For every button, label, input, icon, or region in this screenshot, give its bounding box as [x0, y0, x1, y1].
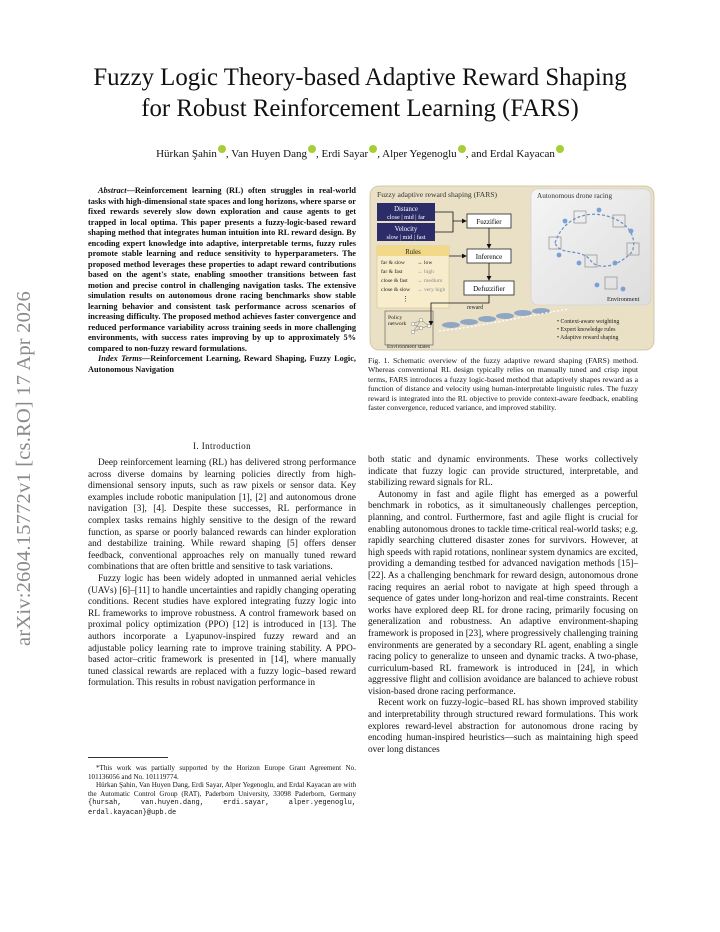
distance-label: Distance [394, 206, 418, 213]
velocity-label: Velocity [394, 226, 418, 233]
inference-label: Inference [475, 253, 503, 261]
bullet-2: • Expert knowledge rules [557, 327, 616, 333]
paper-title [40, 62, 680, 124]
abstract [88, 186, 356, 375]
index-terms-text: —Reinforcement Learning, Reward Shaping, Fuzzy Logic, Autonomous Navigation [88, 354, 356, 374]
abstract-paragraph [88, 186, 356, 354]
rule-2-condition: far & fast [381, 269, 403, 275]
orcid-icon[interactable] [458, 145, 466, 153]
rule-2-output: → high [417, 269, 434, 275]
funding-footnote: *This work was partially supported by the Horizon Europe Grant Agreement No. 101136056 and No. 101119774. [88, 764, 356, 781]
orcid-icon[interactable] [218, 145, 226, 153]
author-2: Van Huyen Dang , [231, 148, 321, 160]
intro-paragraph-1: Deep reinforcement learning (RL) has delivered strong performance across diverse domains by learning policies directly from high-dimensional sensory inputs, such as raw pixels or sensor data. Key examples include robotic manipulation [1], [2] and autonomous drone navigation [3], [4]. Despite these successes, RL performance in complex tasks remains highly sensitive to the design of the reward function, as sparse or poorly balanced rewards can hinder exploration and destabilize training. While reward shaping [5] offers denser feedback, conventional approaches rely on manually tuned reward combinations that are often brittle and sensitive to task variations. [88, 458, 356, 573]
bullet-1: • Context-aware weighting [557, 319, 620, 325]
title-line-2: for Robust Reinforcement Learning (FARS) [141, 95, 579, 122]
figure-label: Fig. 1. [368, 356, 390, 365]
arxiv-identifier [2, 258, 46, 678]
index-terms-label: Index Terms [98, 354, 142, 363]
title-line-1: Fuzzy Logic Theory-based Adaptive Reward Shaping [93, 64, 627, 91]
author-4: Alper Yegenoglu , and [382, 148, 490, 160]
policy-network-label: Policy network [388, 315, 407, 327]
velocity-terms: slow | mid | fast [386, 234, 426, 241]
rule-1-condition: far & slow [381, 260, 405, 266]
right-column-body [368, 455, 638, 756]
abstract-text: —Reinforcement learning (RL) often struggles in real-world tasks with high-dimensional state spaces and long horizons, where sparse or fixed rewards severely slow down exploration and cause agents to get trapped in local optima. This paper presents a fuzzy-logic-based reward shaping method that integrates human intuition into RL reward design. By encoding expert knowledge into adaptive, interpretable terms, fuzzy rules promote stable learning and reduce sensitivity to hyperparameters. The proposed method leverages these properties to adapt reward contributions based on the agent's state, enabling smoother transitions between fast motion and precise control in challenging navigation tasks. The extensive simulation results on autonomous drone racing benchmarks show stable learning behavior and consistent task performance across scenarios of increasing difficulty. The proposed method achieves faster convergence and reduced performance variability across training seeds in more challenging environments, with success rates improving by up to approximately 5% compared to non-fuzzy reward formulations. [88, 186, 356, 353]
affiliation-footnote: Hürkan Şahin, Van Huyen Dang, Erdi Sayar, Alper Yegenoglu, and Erdal Kayacan are with the Automatic Control Group (RAT), Paderborn University, 33098 Paderborn, Germany {hursah, van.huyen.dang, erdi.sayar, alper.yegenoglu, erdal.kayacan}@upb.de [88, 781, 356, 817]
fars-panel-title: Fuzzy adaptive reward shaping (FARS) [377, 190, 498, 199]
abstract-label: Abstract [98, 186, 127, 195]
rule-4-condition: close & slow [381, 287, 411, 293]
rule-3-condition: close & fast [381, 278, 408, 284]
left-column-body [88, 458, 356, 690]
right-paragraph-3: Recent work on fuzzy-logic–based RL has shown improved stability and interpretability through structured reward formulations. This work explores reward-level abstraction for autonomous drone racing by encoding human-inspired heuristics—such as maintaining high speed over long distances [368, 698, 638, 755]
environment-label: Environment [607, 296, 640, 303]
section-heading: I. Introduction [193, 441, 251, 451]
rule-1-output: → low [417, 260, 433, 266]
right-paragraph-1: both static and dynamic environments. These works collectively indicate that fuzzy logic can provide structured, interpretable, and stabilizing reward signals for RL. [368, 455, 638, 489]
arxiv-id-text: arXiv:2604.15772v1 [cs.RO] 17 Apr 2026 [12, 290, 35, 646]
index-terms [88, 354, 356, 375]
rules-label: Rules [405, 249, 421, 256]
author-emails[interactable]: {hursah, van.huyen.dang, erdi.sayar, alper.yegenoglu, erdal.kayacan}@upb.de [88, 799, 356, 817]
author-list [40, 145, 680, 161]
author-3: Erdi Sayar , [321, 148, 382, 160]
fuzzifier-label: Fuzzifier [476, 218, 502, 226]
reward-label: reward [467, 305, 484, 311]
footnotes [88, 764, 356, 818]
author-1: Hürkan Şahin , [156, 148, 231, 160]
defuzzifier-label: Defuzzifier [473, 285, 505, 293]
orcid-icon[interactable] [308, 145, 316, 153]
figure-1 [369, 185, 655, 351]
figure-1-caption [368, 356, 638, 412]
rule-3-output: → medium [417, 278, 443, 284]
environment-panel-title: Autonomous drone racing [537, 192, 613, 200]
intro-paragraph-2: Fuzzy logic has been widely adopted in unmanned aerial vehicles (UAVs) [6]–[11] to handle uncertainties and rapidly changing operating conditions. Recent studies have explored integrating fuzzy logic into RL frameworks to improve robustness. A control framework based on proximal policy optimization (PPO) [12] is introduced in [13]. The authors incorporate a Lyapunov-inspired fuzzy reward and an adjustable policy learning rate to improve training stability. A PPO-based actor–critic framework is presented in [14], where manually tuned classical rewards are replaced with a fuzzy logic–based reward formulation. This results in robust navigation performance in [88, 573, 356, 689]
distance-terms: close | mid | far [387, 214, 425, 221]
caption-text: Schematic overview of the fuzzy adaptive reward shaping (FARS) method. Whereas conventional RL design typically relies on manually tuned and crisp input terms, FARS introduces a fuzzy logic-based method that adaptively shapes reward as a function of distance and velocity using human-interpretable linguistic rules. The fuzzy reward is integrated into the RL objective to provide context-aware feedback, enabling faster convergence, reduced variance, and improved stability. [368, 356, 638, 413]
bullet-3: • Adaptive reward shaping [557, 335, 619, 341]
orcid-icon[interactable] [556, 145, 564, 153]
author-5: Erdal Kayacan [490, 148, 564, 160]
rules-ellipsis: ⋮ [402, 295, 409, 303]
footnote-rule [88, 757, 168, 758]
figure-1-diagram [369, 185, 655, 351]
environment-states-label: Environment states [387, 344, 431, 350]
rule-4-output: → very high [417, 287, 446, 293]
right-paragraph-2: Autonomy in fast and agile flight has emerged as a powerful benchmark in robotics, as it simultaneously challenges perception, planning, and control. Furthermore, fast and agile flight is crucial for enabling autonomous drones to tackle time-critical real-world tasks; e.g. rapidly searching cluttered disaster zones for survivors. However, at high speeds with rapid rotations, nonlinear system dynamics are excited, providing a demanding testbed for advanced navigation methods [15]–[22]. As a challenging benchmark for reward design, autonomous drone racing requires an aerial robot to navigate at high speed through a sequence of gates under long-horizon and real-time constraints. Recent works have explored deep RL for drone racing, primarily focusing on generalization and robustness. An adaptive environment-shaping framework is proposed in [23], where progressively challenging training environments are generated by a secondary RL agent, enabling a single racing policy to generalize to unseen and dynamic tracks. A two-phase, curriculum-based RL framework is introduced in [24], in which aggressive flight and collision avoidance are balanced to achieve robust vision-based drone racing performance. [368, 489, 638, 697]
